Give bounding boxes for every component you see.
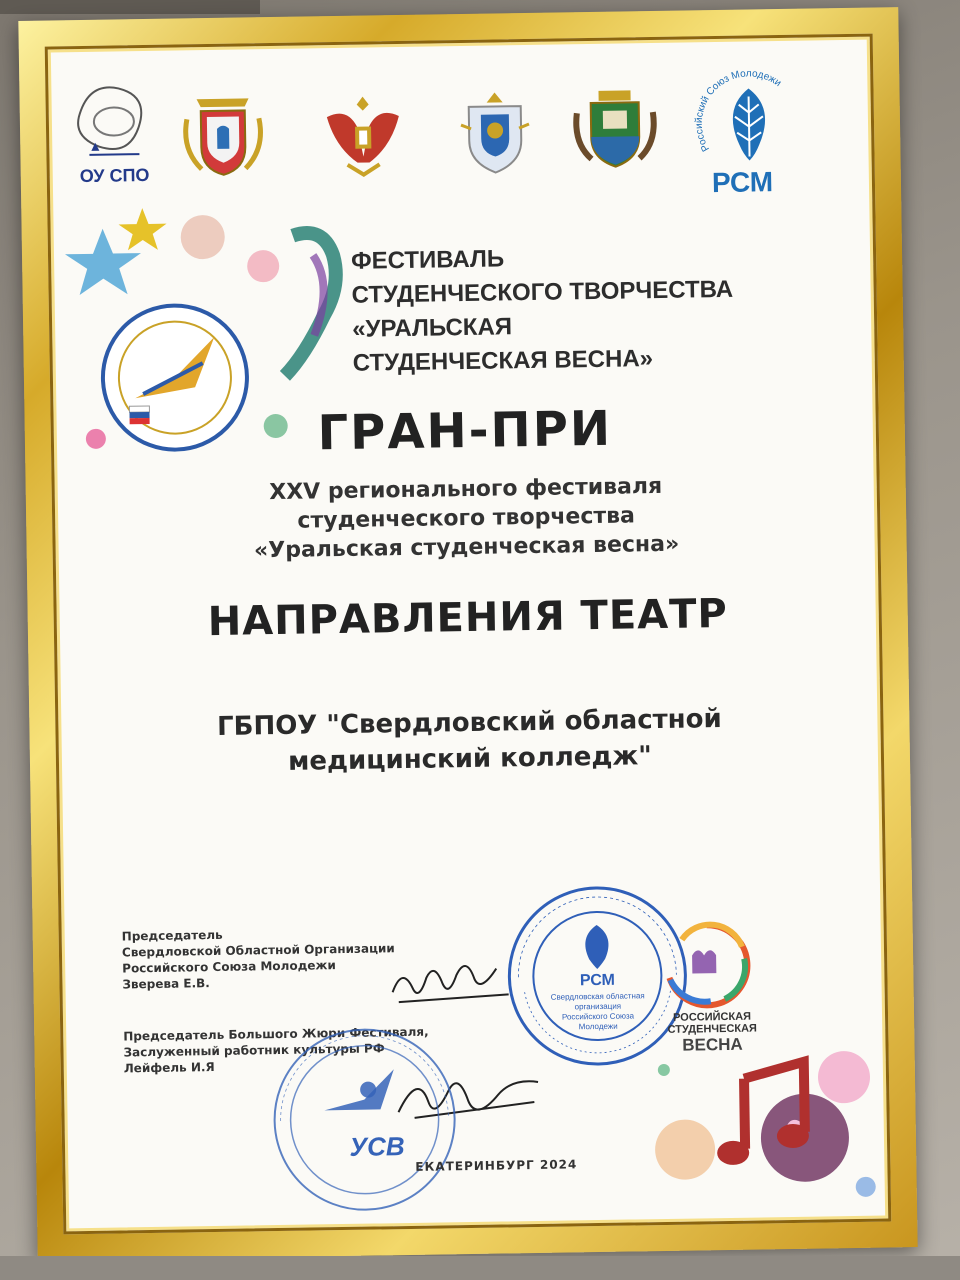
music-note-artwork [643,1027,886,1221]
recipient-line: медицинский колледж" [287,741,653,777]
rsm-logo [688,68,810,200]
festival-title-line: «УРАЛЬСКАЯ [351,313,513,343]
festival-title-line: СТУДЕНЧЕСКОГО ТВОРЧЕСТВА [351,275,734,309]
gold-frame [18,7,917,1261]
stamp-text: Молодежи [578,1021,618,1032]
ou-spo-logo [68,76,160,187]
award-subtitle-line: XXV регионального фестиваля [269,473,663,506]
signatory-1 [122,924,396,992]
caption-line: ВЕСНА [682,1034,743,1055]
stamp-text: Российского Союза [561,1011,635,1022]
festival-title [351,238,793,381]
award-title: ГРАН-ПРИ [317,400,613,462]
recipient-organization [58,699,881,784]
award-direction: НАПРАВЛЕНИЯ ТЕАТР [207,590,729,646]
signatory-line: Председатель Большого Жюри Фестиваля, [123,1024,429,1044]
award-subtitle [55,469,878,569]
signatory-line: Российского Союза Молодежи [122,958,336,976]
signatory-line: Председатель [121,927,223,944]
background-object [0,0,260,14]
stamp-rsm: РСМ [579,971,616,990]
rsm-caption: РСМ [711,166,774,199]
naval-emblem [448,84,541,181]
signatory-line: Лейфель И.Я [123,1060,215,1076]
yekaterinburg-crest [568,82,661,179]
usv-stamp [263,1018,466,1221]
signatory-line: Свердловской Областной Организации [121,941,395,960]
caption-line: РОССИЙСКАЯ [672,1010,752,1024]
city-year: ЕКАТЕРИНБУРГ 2024 [415,1157,578,1174]
rsm-ring-text: Российский Союз Молодежи [693,68,784,154]
caption-line: СТУДЕНЧЕСКАЯ [667,1022,758,1036]
signatory-line: Зверева Е.В. [122,976,210,992]
recipient-line: ГБПОУ "Свердловский областной [216,704,722,742]
russia-coat-of-arms [316,86,409,183]
festival-title-line: ФЕСТИВАЛЬ [350,245,505,275]
stamp-text: Свердловская областная [550,991,645,1002]
table-surface [0,1256,960,1280]
festival-title-line: СТУДЕНЧЕСКАЯ ВЕСНА» [352,345,654,377]
sverdlovsk-oblast-crest [176,88,269,185]
ou-spo-caption: ОУ СПО [79,164,150,187]
diploma-sheet [45,34,892,1235]
handwritten-signature [388,960,519,1012]
award-subtitle-line: «Уральская студенческая весна» [253,531,680,564]
award-subtitle-line: студенческого творчества [297,503,636,534]
stamp-text: организация [574,1001,622,1012]
signatory-line: Заслуженный работник культуры РФ [123,1041,385,1060]
usv-letters: УСВ [349,1131,405,1162]
